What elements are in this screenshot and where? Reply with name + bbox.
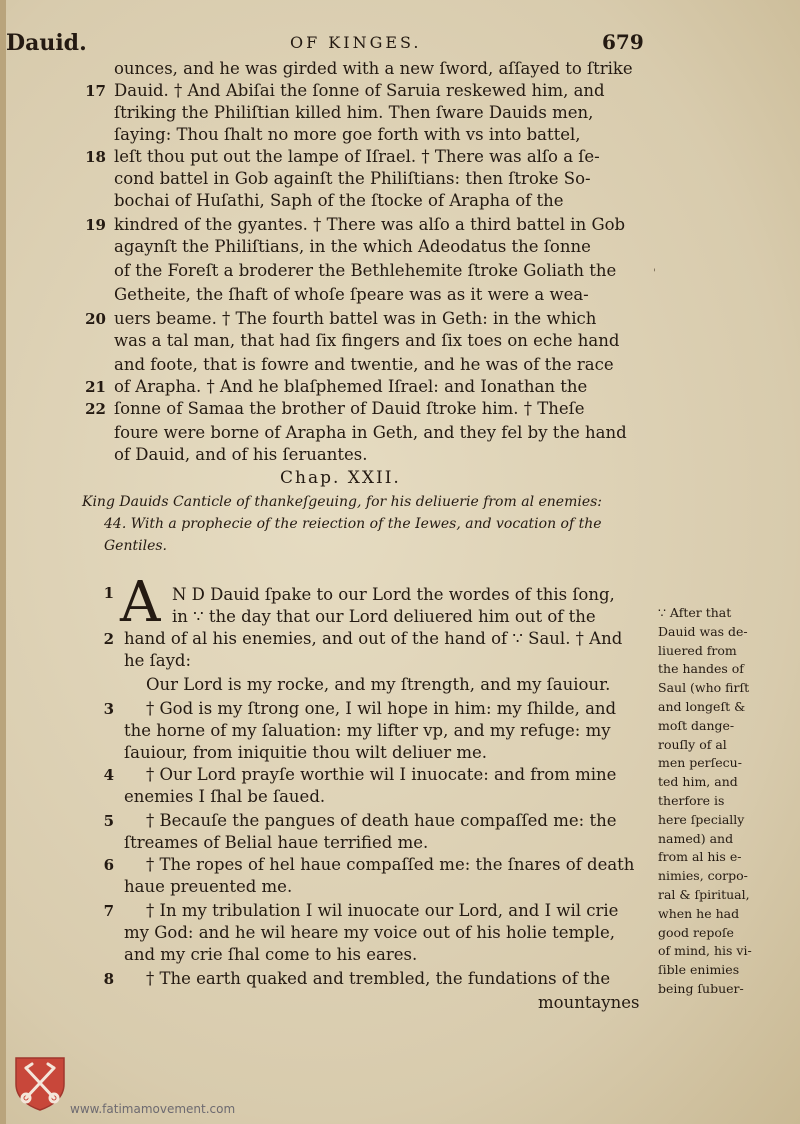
margin-note-line: of mind, his vi- xyxy=(658,943,752,959)
line-text: † The ropes of hel haue compaſſed me: the ſnares of death xyxy=(146,855,635,874)
papal-keys-shield-icon xyxy=(12,1054,68,1112)
margin-note-line: named) and xyxy=(658,830,734,846)
line-text: of Arapha. † And he blaſphemed Iſrael: and Ionathan the xyxy=(114,377,588,396)
text-line xyxy=(0,308,800,332)
line-text: in ∵ the day that our Lord deliuered him out of the xyxy=(172,607,596,626)
text-line xyxy=(0,422,800,446)
margin-note-line: being ſubuer- xyxy=(658,980,744,996)
margin-note-line: rouſly of al xyxy=(658,736,727,752)
line-text: kindred of the gyantes. † There was alſo a third battel in Gob xyxy=(114,215,626,234)
line-text: † Becauſe the pangues of death haue compaſſed me: the xyxy=(146,811,617,830)
line-text: uers beame. † The fourth battel was in Geth: in the which xyxy=(114,309,597,328)
line-text: ſtriking the Philiſtian killed him. Then ſware Dauids men, xyxy=(114,103,594,122)
line-text: cond battel in Gob againſt the Philiſtians: then ſtroke So- xyxy=(114,169,591,188)
chapter-summary-line: Gentiles. xyxy=(104,538,167,554)
text-line xyxy=(0,330,800,354)
text-line xyxy=(0,376,800,400)
margin-note-line: men perſecu- xyxy=(658,755,742,771)
verse-number: 19 xyxy=(85,216,106,234)
line-text: enemies I ſhal be ſaued. xyxy=(124,787,326,806)
text-line xyxy=(0,260,800,284)
line-text: he ſayd: xyxy=(124,651,192,670)
watermark-url[interactable]: www.fatimamovement.com xyxy=(70,1102,236,1116)
margin-note-line: ted him, and xyxy=(658,774,738,790)
line-text: † God is my ſtrong one, I wil hope in him: my ſhilde, and xyxy=(146,699,617,718)
line-text: and my crie ſhal come to his eares. xyxy=(124,945,418,964)
text-line xyxy=(0,444,800,468)
line-text: ſaying: Thou ſhalt no more goe forth with vs into battel, xyxy=(114,125,581,144)
line-text: ſauiour, from iniquitie thou wilt deliuer me. xyxy=(124,743,488,762)
text-line xyxy=(0,168,800,192)
verse-number: 1 xyxy=(103,584,114,602)
text-line xyxy=(0,146,800,170)
margin-note-line: when he had xyxy=(658,905,740,921)
verse-number: 2 xyxy=(103,630,114,648)
line-text: † Our Lord prayſe worthie wil I inuocate: and from mine xyxy=(146,765,617,784)
margin-note-line: ſible enimies xyxy=(658,962,740,978)
line-text: my God: and he wil heare my voice out of his holie temple, xyxy=(124,923,615,942)
line-text: and foote, that is fowre and twentie, and he was of the race xyxy=(114,355,614,374)
line-text: ſtreames of Belial haue terrified me. xyxy=(124,833,429,852)
verse-number: 21 xyxy=(85,378,106,396)
line-text: Getheite, the ſhaft of whoſe ſpeare was as it were a wea- xyxy=(114,285,589,304)
line-text: † The earth quaked and trembled, the fundations of the xyxy=(146,969,611,988)
line-text: Dauid. † And Abiſai the ſonne of Saruia reskewed him, and xyxy=(114,81,605,100)
line-text: ounces, and he was girded with a new ſword, aſſayed to ſtrike xyxy=(114,59,633,78)
chapter-heading: Chap. XXII. xyxy=(280,468,401,488)
line-text: was a tal man, that had ſix fingers and ſix toes on eche hand xyxy=(114,331,620,350)
margin-note-line: Saul (who firſt xyxy=(658,680,750,696)
verse-number: 8 xyxy=(103,970,114,988)
verse-number: 3 xyxy=(103,700,114,718)
line-text: of the Foreſt a broderer the Bethlehemite ſtroke Goliath the xyxy=(114,261,617,280)
margin-note-line: and longeſt & xyxy=(658,698,746,714)
line-text: bochai of Huſathi, Saph of the ſtocke of Arapha of the xyxy=(114,191,564,210)
running-head xyxy=(0,30,800,60)
chapter-summary-line: King Dauids Canticle of thankeſgeuing, for his deliuerie from al enemies: xyxy=(82,494,603,510)
margin-note-line: liuered from xyxy=(658,642,737,658)
running-head-title: OF KINGES. xyxy=(290,33,422,52)
verse-number: 7 xyxy=(103,902,114,920)
text-line xyxy=(0,124,800,148)
verse-number: 17 xyxy=(85,82,106,100)
line-text: haue preuented me. xyxy=(124,877,293,896)
text-line xyxy=(0,284,800,308)
margin-note xyxy=(658,604,798,999)
margin-note-line: nimies, corpo- xyxy=(658,868,748,884)
margin-note-line: ral & ſpiritual, xyxy=(658,886,750,902)
line-text: of Dauid, and of his ſeruantes. xyxy=(114,445,368,464)
text-line xyxy=(0,80,800,104)
margin-note-line: here ſpecially xyxy=(658,811,745,827)
verse-number: 6 xyxy=(103,856,114,874)
margin-note-line: from al his e- xyxy=(658,849,742,865)
text-line xyxy=(0,102,800,126)
line-text: mountaynes xyxy=(538,993,640,1012)
margin-note-line: therfore is xyxy=(658,792,725,808)
margin-note-line: Dauid was de- xyxy=(658,623,748,639)
verse-number: 5 xyxy=(103,812,114,830)
verse-number: 18 xyxy=(85,148,106,166)
line-text: hand of al his enemies, and out of the hand of ∵ Saul. † And xyxy=(124,629,623,648)
text-line xyxy=(0,190,800,214)
line-text: agaynſt the Philiſtians, in the which Adeodatus the ſonne xyxy=(114,237,591,256)
line-text: foure were borne of Arapha in Geth, and they fel by the hand xyxy=(114,423,627,442)
page-number: 679 xyxy=(602,30,644,54)
line-text: N D Dauid ſpake to our Lord the wordes of this ſong, xyxy=(172,585,615,604)
text-line xyxy=(0,214,800,238)
margin-note-line: the handes of xyxy=(658,661,744,677)
text-line xyxy=(0,58,800,82)
verse-number: 22 xyxy=(85,400,106,418)
margin-note-line: good repoſe xyxy=(658,924,734,940)
printer-mark-icon: ' xyxy=(653,268,656,279)
line-text: ſonne of Samaa the brother of Dauid ſtroke him. † Theſe xyxy=(114,399,585,418)
drop-cap: A xyxy=(120,570,161,635)
line-text: the horne of my ſaluation: my lifter vp, and my refuge: my xyxy=(124,721,611,740)
line-text: † In my tribulation I wil inuocate our Lord, and I wil crie xyxy=(146,901,619,920)
verse-number: 20 xyxy=(85,310,106,328)
running-head-left: Dauid. xyxy=(6,30,87,56)
margin-note-line: moſt dange- xyxy=(658,717,735,733)
text-line xyxy=(0,236,800,260)
margin-note-line: ∵ After that xyxy=(658,605,732,620)
verse-number: 4 xyxy=(103,766,114,784)
chapter-summary-line: 44. With a prophecie of the reiection of the Iewes, and vocation of the xyxy=(104,516,602,532)
line-text: leſt thou put out the lampe of Iſrael. † There was alſo a ſe- xyxy=(114,147,600,166)
line-text: Our Lord is my rocke, and my ſtrength, and my ſauiour. xyxy=(146,675,611,694)
text-line xyxy=(0,354,800,378)
text-line xyxy=(0,398,800,422)
